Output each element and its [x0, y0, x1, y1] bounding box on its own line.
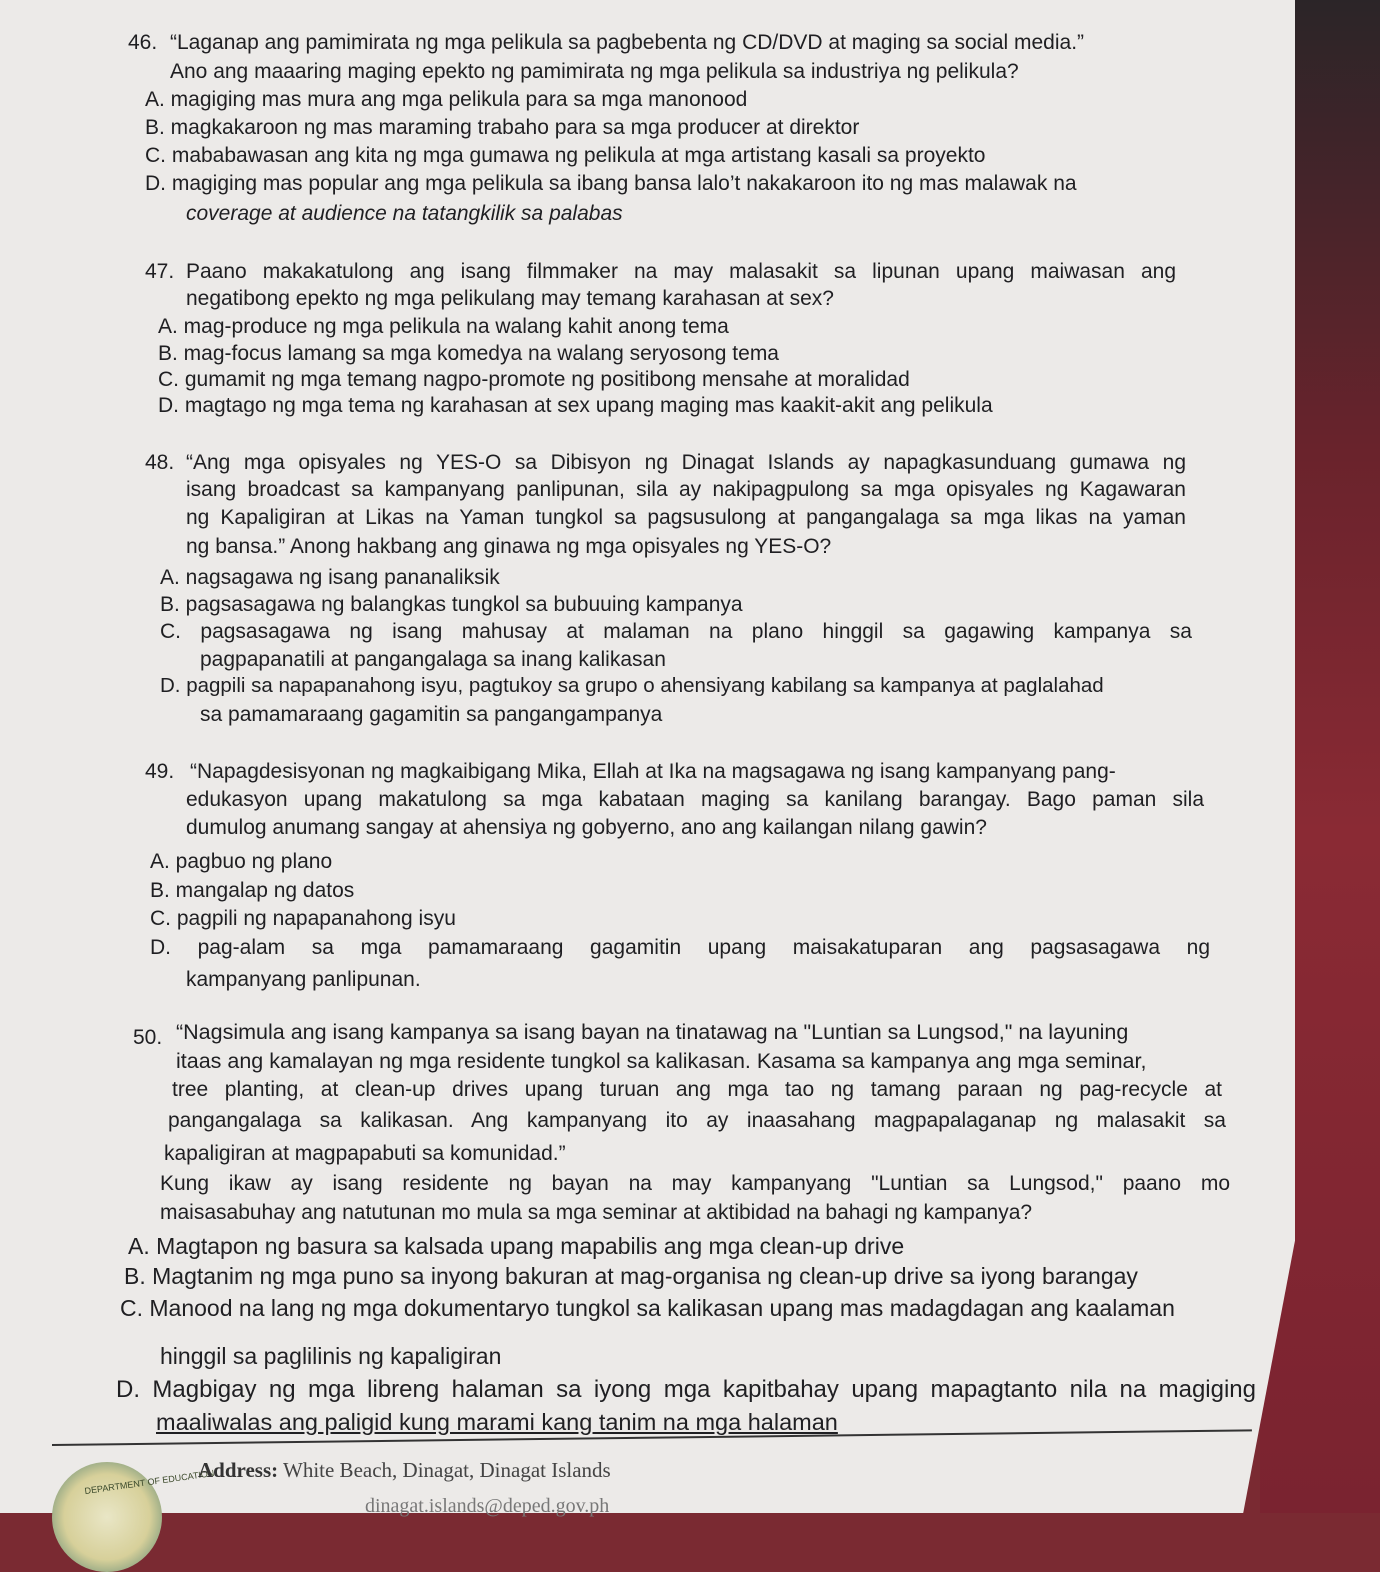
question-47-option-b: B. mag-focus lamang sa mga komedya na walang seryosong tema	[158, 342, 779, 365]
question-50-line-5: kapaligiran at magpapabuti sa komunidad.”	[164, 1142, 566, 1165]
question-47-line-1: Paano makakatulong ang isang filmmaker na may malasakit sa lipunan upang maiwasan ang	[186, 260, 1176, 283]
question-48-option-c-cont: pagpapanatili at pangangalaga sa inang kalikasan	[200, 648, 666, 671]
question-50-line-1: “Nagsimula ang isang kampanya sa isang bayan na tinatawag na "Luntian sa Lungsod," na layuning	[176, 1020, 1129, 1044]
question-50-option-d-cont: maaliwalas ang paligid kung marami kang tanim na mga halaman	[156, 1409, 838, 1435]
question-number-48: 48.	[145, 451, 175, 474]
question-49-option-c: C. pagpili ng napapanahong isyu	[150, 907, 456, 930]
question-46-option-a: A. magiging mas mura ang mga pelikula para sa mga manonood	[145, 88, 748, 111]
address-value: White Beach, Dinagat, Dinagat Islands	[283, 1458, 611, 1482]
question-48-line-1: “Ang mga opisyales ng YES-O sa Dibisyon ng Dinagat Islands ay napagkasunduang gumawa ng	[186, 451, 1186, 474]
question-46-line-1: “Laganap ang pamimirata ng mga pelikula sa pagbebenta ng CD/DVD at maging sa social media.”	[170, 31, 1085, 54]
question-number-47: 47.	[145, 260, 175, 283]
question-47-option-c: C. gumamit ng mga temang nagpo-promote ng positibong mensahe at moralidad	[158, 368, 910, 391]
question-49-option-b: B. mangalap ng datos	[150, 879, 355, 902]
question-49-option-d: D. pag-alam sa mga pamamaraang gagamitin upang maisakatuparan ang pagsasagawa ng	[150, 936, 1210, 959]
question-48-line-3: ng Kapaligiran at Likas na Yaman tungkol sa pagsusulong at pangangalaga sa mga likas na yaman	[186, 506, 1186, 529]
question-50-option-b: B. Magtanim ng mga puno sa inyong bakuran at mag-organisa ng clean-up drive sa iyong barangay	[124, 1263, 1138, 1289]
question-number-49: 49.	[145, 760, 175, 783]
question-50-option-d: D. Magbigay ng mga libreng halaman sa iyong mga kapitbahay upang mapagtanto nila na magiging	[116, 1376, 1256, 1403]
question-49-line-2: edukasyon upang makatulong sa mga kabataan maging sa kanilang barangay. Bago paman sila	[186, 788, 1204, 811]
address-label: Address:	[198, 1458, 279, 1482]
question-number-46: 46.	[128, 31, 158, 54]
question-47-option-a: A. mag-produce ng mga pelikula na walang kahit anong tema	[158, 315, 729, 338]
question-47-option-d: D. magtago ng mga tema ng karahasan at sex upang maging mas kaakit-akit ang pelikula	[158, 394, 993, 417]
question-48-option-d: D. pagpili sa napapanahong isyu, pagtukoy sa grupo o ahensiyang kabilang sa kampanya at paglalahad	[160, 674, 1104, 697]
question-50-line-7: maisasabuhay ang natutunan mo mula sa mga seminar at aktibidad na bahagi ng kampanya?	[160, 1201, 1033, 1224]
question-48-option-a: A. nagsagawa ng isang pananaliksik	[160, 566, 500, 589]
seal-text: DEPARTMENT OF EDUCATION	[83, 1467, 215, 1497]
question-49-option-a: A. pagbuo ng plano	[150, 850, 333, 873]
question-50-line-2: itaas ang kamalayan ng mga residente tungkol sa kalikasan. Kasama sa kampanya ang mga seminar,	[176, 1049, 1147, 1073]
question-50-line-4: pangangalaga sa kalikasan. Ang kampanyang ito ay inaasahang magpapalaganap ng malasakit sa	[168, 1109, 1226, 1132]
question-50-option-c: C. Manood na lang ng mga dokumentaryo tungkol sa kalikasan upang mas madagdagan ang kaalaman	[120, 1295, 1175, 1321]
question-46-option-b: B. magkakaroon ng mas maraming trabaho para sa mga producer at direktor	[145, 116, 860, 139]
question-49-line-1: “Napagdesisyonan ng magkaibigang Mika, Ellah at Ika na magsagawa ng isang kampanyang pang-	[190, 760, 1116, 783]
footer-email: dinagat.islands@deped.gov.ph	[365, 1495, 610, 1517]
question-50-line-6: Kung ikaw ay isang residente ng bayan na may kampanyang "Luntian sa Lungsod," paano mo	[160, 1172, 1230, 1195]
question-48-line-2: isang broadcast sa kampanyang panlipunan, sila ay nakipagpulong sa mga opisyales ng Kagawaran	[186, 478, 1186, 501]
question-50-option-c-cont: hinggil sa paglilinis ng kapaligiran	[160, 1343, 502, 1369]
question-49-option-d-cont: kampanyang panlipunan.	[186, 968, 421, 991]
question-number-50: 50.	[133, 1026, 163, 1049]
footer-address	[198, 1456, 611, 1484]
question-50-option-a: A. Magtapon ng basura sa kalsada upang mapabilis ang mga clean-up drive	[128, 1233, 905, 1259]
question-50-line-3: tree planting, at clean-up drives upang turuan ang mga tao ng tamang paraan ng pag-recycle at	[172, 1078, 1222, 1101]
question-49-line-3: dumulog anumang sangay at ahensiya ng gobyerno, ano ang kailangan nilang gawin?	[186, 816, 987, 839]
question-48-option-c: C. pagsasagawa ng isang mahusay at malaman na plano hinggil sa gagawing kampanya sa	[160, 620, 1192, 643]
question-48-line-4: ng bansa.” Anong hakbang ang ginawa ng mga opisyales ng YES-O?	[186, 535, 832, 558]
question-48-option-d-cont: sa pamamaraang gagamitin sa pangangampanya	[200, 703, 663, 726]
question-46-option-d: D. magiging mas popular ang mga pelikula sa ibang bansa lalo’t nakakaroon ito ng mas malawak na	[145, 172, 1077, 195]
question-47-line-2: negatibong epekto ng mga pelikulang may temang karahasan at sex?	[186, 287, 834, 310]
question-46-option-c: C. mababawasan ang kita ng mga gumawa ng pelikula at mga artistang kasali sa proyekto	[145, 144, 986, 167]
question-46-line-2: Ano ang maaaring maging epekto ng pamimirata ng mga pelikula sa industriya ng pelikula?	[170, 60, 1019, 83]
question-46-option-d-cont: coverage at audience na tatangkilik sa palabas	[186, 202, 623, 225]
question-48-option-b: B. pagsasagawa ng balangkas tungkol sa bubuuing kampanya	[160, 593, 743, 616]
